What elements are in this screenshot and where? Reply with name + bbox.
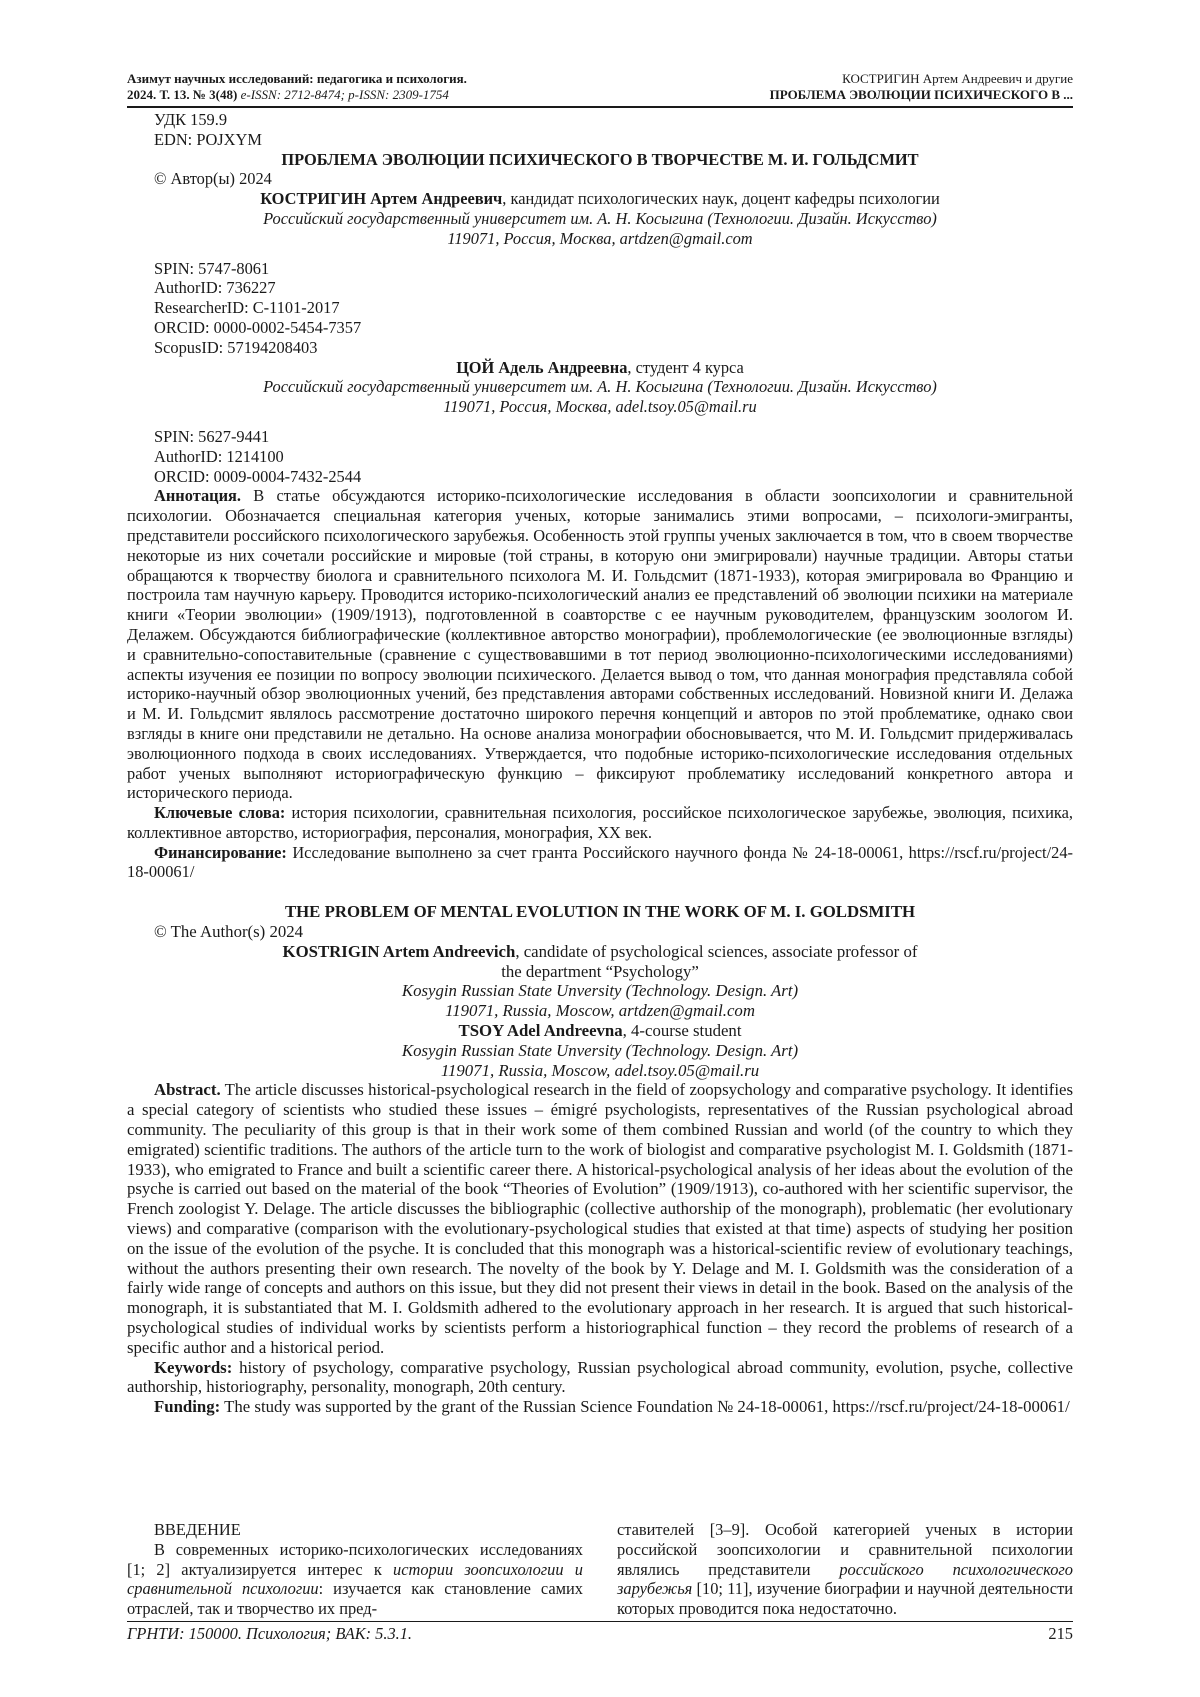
en-keywords-text: history of psychology, comparative psychology, Russian psychological abroad community, evolution, psyche, collective authorship, historiography, personality, monograph, 20th century. — [127, 1357, 1073, 1397]
running-title: ПРОБЛЕМА ЭВОЛЮЦИИ ПСИХИЧЕСКОГО В ... — [769, 87, 1073, 102]
ru-author1-name: КОСТРИГИН Артем Андреевич — [260, 189, 503, 209]
intro-paragraph-right — [617, 1520, 1073, 1619]
intro-right-text-b: [10; 11], изучение биографии и научной деятельности которых проводится пока недостаточно. — [617, 1579, 1073, 1619]
ru-author2-address — [127, 397, 1073, 417]
ru-abstract — [127, 486, 1073, 803]
en-author2-org-text: Kosygin Russian State Unversity (Technology. Design. Art) — [401, 1040, 799, 1060]
ru-author2-address-text: 119071, Россия, Москва, adel.tsoy.05@mail.ru — [443, 397, 757, 417]
ru-author1 — [127, 189, 1073, 209]
issn: e-ISSN: 2712-8474; p-ISSN: 2309-1754 — [237, 87, 449, 102]
en-author1-org — [127, 981, 1073, 1001]
en-keywords-label: Keywords: — [154, 1357, 233, 1377]
ru-funding-text: Исследование выполнено за счет гранта Российского научного фонда № 24-18-00061, https://rscf.ru/project/24-18-00061/ — [127, 842, 1073, 882]
en-keywords — [127, 1358, 1073, 1398]
en-funding-label: Funding: — [154, 1397, 221, 1417]
ru-author2-name: ЦОЙ Адель Андреевна — [456, 357, 628, 377]
en-author2-address — [127, 1061, 1073, 1081]
header-divider — [127, 106, 1073, 108]
ru-author2-position: , студент 4 курса — [627, 357, 744, 377]
intro-paragraph-left — [127, 1540, 583, 1619]
ru-author1-id: ResearcherID: C-1101-2017 — [154, 298, 340, 318]
en-author1-position: , candidate of psychological sciences, associate professor of — [515, 941, 918, 961]
intro-right-italic: российского психологического зарубежья — [617, 1559, 1073, 1599]
ru-funding — [127, 843, 1073, 883]
edn: EDN: POJXYM — [154, 129, 262, 149]
footer-divider — [127, 1621, 1073, 1622]
en-author1 — [127, 942, 1073, 962]
intro-left-text-b: : изучается как становление самих отраслей, так и творчество их пред- — [127, 1579, 584, 1619]
intro-right-column — [617, 1520, 1073, 1619]
ru-author1-id: AuthorID: 736227 — [154, 278, 276, 298]
ru-copyright: © Автор(ы) 2024 — [154, 169, 272, 189]
ru-title: ПРОБЛЕМА ЭВОЛЮЦИИ ПСИХИЧЕСКОГО В ТВОРЧЕСТВЕ М. И. ГОЛЬДСМИТ — [281, 149, 919, 169]
udk: УДК 159.9 — [154, 110, 228, 129]
journal-header — [127, 71, 467, 103]
ru-author1-id: SPIN: 5747-8061 — [154, 258, 270, 278]
ru-author2-org-text: Российский государственный университет им. А. Н. Косыгина (Технологии. Дизайн. Искусство) — [263, 377, 937, 397]
intro-left-italic: истории зоопсихологии и сравнительной психологии — [127, 1559, 583, 1599]
ru-author1-id: ORCID: 0000-0002-5454-7357 — [154, 317, 362, 337]
ru-author1-id: ScopusID: 57194208403 — [154, 337, 318, 357]
en-author1-org-text: Kosygin Russian State Unversity (Technology. Design. Art) — [401, 981, 799, 1001]
en-author2-address-text: 119071, Russia, Moscow, adel.tsoy.05@mail.ru — [440, 1060, 760, 1080]
en-author2 — [127, 1021, 1073, 1041]
en-author2-org — [127, 1041, 1073, 1061]
en-author2-position: , 4-course student — [622, 1021, 742, 1041]
ru-author2-id: ORCID: 0009-0004-7432-2544 — [154, 466, 362, 486]
issue-number: 2024. Т. 13. № 3(48) — [127, 87, 238, 102]
en-funding-text: The study was supported by the grant of the Russian Science Foundation № 24-18-00061, https://rscf.ru/project/24-18-00061/ — [220, 1397, 1070, 1417]
ru-funding-label: Финансирование: — [154, 842, 287, 862]
en-author1-address-text: 119071, Russia, Moscow, artdzen@gmail.com — [445, 1001, 755, 1021]
journal-title: Азимут научных исследований: педагогика и психология. — [127, 71, 467, 86]
en-author2-name: TSOY Adel Andreevna — [458, 1021, 623, 1041]
ru-author1-address-text: 119071, Россия, Москва, artdzen@gmail.com — [447, 228, 753, 248]
ru-abstract-text: В статье обсуждаются историко-психологические исследования в области зоопсихологии и сравнительной психологии. Обозначается специальная категория ученых, которые занимались этими вопросами, – психологи-эмигранты, представители российского психологического зарубежья. Особенность этой группы ученых заключается в том, что в своем творчестве некоторые из них сочетали российские и мировые (той страны, в которую они эмигрировали) научные традиции. Авторы статьи обращаются к творчеству биолога и сравнительного психолога М. И. Гольдсмит (1871-1933), которая эмигрировала во Францию и построила там научную карьеру. Проводится историко-психологический анализ ее представлений об эволюции психики на материале книги «Теории эволюции» (1909/1913), подготовленной в соавторстве с ее научным руководителем, французским зоологом И. Делажем. Обсуждаются библиографические (коллективное авторство монографии), проблемологические (ее эволюционные взгляды) и сравнительно-сопоставительные (сравнение с существовавшими в тот период эволюционно-психологическими исследованиями) аспекты изучения ее позиции по вопросу эволюции психического. Делается вывод о том, что данная монография представляла собой историко-научный обзор эволюционных учений, без представления авторами собственных исследований. Новизной книги И. Делажа и М. И. Гольдсмит являлось рассмотрение достаточно широкого перечня концепций и авторов по этой проблематике, однако свои взгляды в книге они представили не детально. На основе анализа монографии обосновывается, что М. И. Гольдсмит придерживалась эволюционного подхода в своих исследованиях. Утверждается, что подобные историко-психологические исследования отдельных работ ученых выполняют историографическую функцию – фиксируют проблематику исследований конкретного автора и исторического периода. — [127, 486, 1073, 803]
en-author1-address — [127, 1001, 1073, 1021]
en-copyright: © The Author(s) 2024 — [154, 922, 304, 942]
intro-left-column — [127, 1520, 583, 1619]
ru-author1-org-text: Российский государственный университет им. А. Н. Косыгина (Технологии. Дизайн. Искусство) — [263, 208, 937, 228]
ru-author2 — [127, 358, 1073, 378]
article-body — [127, 110, 1073, 1417]
en-title: THE PROBLEM OF MENTAL EVOLUTION IN THE WORK OF M. I. GOLDSMITH — [284, 902, 916, 922]
ru-keywords-text: история психологии, сравнительная психология, российское психологическое зарубежье, эволюция, психика, коллективное авторство, историография, персоналия, монография, XX век. — [127, 803, 1073, 842]
en-author1-name: KOSTRIGIN Artem Andreevich — [282, 941, 516, 961]
intro-heading: ВВЕДЕНИЕ — [154, 1520, 241, 1539]
running-header — [770, 71, 1073, 103]
ru-author2-id: SPIN: 5627-9441 — [154, 426, 270, 446]
en-abstract-label: Abstract. — [154, 1080, 221, 1100]
ru-author1-org — [127, 209, 1073, 229]
intro-right-text-a: ставителей [3–9]. Особой категорией ученых в истории российской зоопсихологии и сравнительной психологии являлись представители — [617, 1520, 1073, 1579]
ru-author2-org — [127, 377, 1073, 397]
intro-columns — [127, 1520, 1073, 1618]
ru-keywords-label: Ключевые слова: — [154, 803, 286, 823]
journal-issue — [127, 87, 467, 103]
en-abstract-text: The article discusses historical-psychological research in the field of zoopsychology and comparative psychology. It identifies a special category of scientists who studied these issues – émigré psychologists, representatives of the Russian psychological abroad community. The peculiarity of this group is that in their work some of them combined Russian and world (of the country to which they emigrated) scientific traditions. The authors of the article turn to the work of biologist and comparative psychologist M. I. Goldsmith (1871-1933), who emigrated to France and built a scientific career there. A historical-psychological analysis of her ideas about the evolution of the psyche is carried out based on the material of the book “Theories of Evolution” (1909/1913), co-authored with her scientific supervisor, the French zoologist Y. Delage. The article discusses the bibliographic (collective authorship of the monograph), problematic (her evolutionary views) and comparative (comparison with the evolutionary-psychological studies that existed at that time) aspects of studying her position on the issue of the evolution of the psyche. It is concluded that this monograph was a historical-scientific review of evolutionary teachings, without the authors presenting their own research. The novelty of the book by Y. Delage and M. I. Goldsmith was the consideration of a fairly wide range of concepts and authors on this issue, but they did not present their views in detail in the book. Based on the analysis of the monograph, it is substantiated that M. I. Goldsmith adhered to the evolutionary approach in her research. It is argued that such historical-psychological studies of individual works by scientists perform a historiographical function – they record the problems of research of a specific author and a historical period. — [127, 1080, 1073, 1357]
ru-keywords — [127, 803, 1073, 843]
en-abstract — [127, 1080, 1073, 1357]
ru-author1-position: , кандидат психологических наук, доцент кафедры психологии — [502, 189, 940, 209]
ru-author1-address — [127, 229, 1073, 249]
en-author1-position-2: the department “Psychology” — [501, 961, 699, 981]
intro-left-text-a: В современных историко-психологических исследованиях [1; 2] актуализируется интерес к — [127, 1539, 583, 1579]
ru-author2-id: AuthorID: 1214100 — [154, 446, 284, 466]
ru-abstract-label: Аннотация. — [154, 486, 242, 506]
page-number: 215 — [1048, 1624, 1073, 1643]
en-funding — [127, 1397, 1073, 1417]
footer-classification: ГРНТИ: 150000. Психология; ВАК: 5.3.1. — [127, 1624, 413, 1643]
running-author: КОСТРИГИН Артем Андреевич и другие — [842, 71, 1073, 86]
